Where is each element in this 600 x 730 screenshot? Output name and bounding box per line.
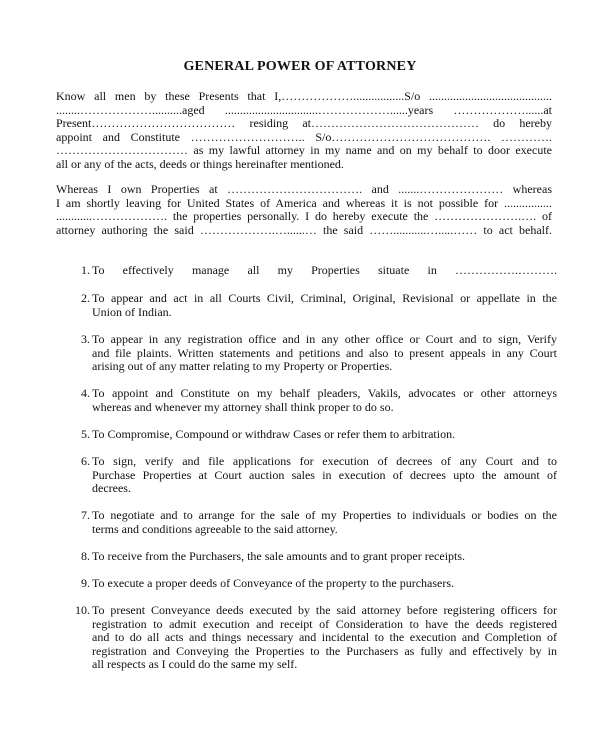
list-item-line: terms and conditions agreeable to the said attorney. <box>92 521 338 536</box>
list-item-text <box>92 292 557 319</box>
list-item-line: To appear and act in all Courts Civil, Criminal, Original, Revisional or appellate in the <box>92 291 557 305</box>
list-item-text <box>92 333 557 374</box>
list-item-text <box>92 264 557 278</box>
list-item-line: To receive from the Purchasers, the sale amounts and to grant proper receipts. <box>92 549 466 563</box>
whereas-paragraph <box>56 183 552 237</box>
list-item-text <box>92 604 557 672</box>
list-item-text <box>92 387 557 414</box>
list-item-number: 10. <box>75 603 90 617</box>
list-item-line: To sign, verify and file applications for execution of decrees of any Court and to <box>92 454 557 468</box>
list-item-number: 3. <box>81 332 90 346</box>
list-item-line: whereas and whenever my attorney shall think proper to do so. <box>92 399 394 414</box>
list-item-text <box>92 428 557 442</box>
list-item-line: registration and Conveying the Properties to the Purchasers as fully and effectively by in <box>92 643 557 658</box>
list-item-line: all respects as I could do the same my self. <box>92 657 298 671</box>
list-item-line: To appear in any registration office and in any other office or Court and to sign, Verify <box>92 332 557 346</box>
list-item-line: To execute a proper deeds of Conveyance of the property to the purchasers. <box>92 576 455 590</box>
list-item-line: To Compromise, Compound or withdraw Cases or refer them to arbitration. <box>92 427 456 441</box>
list-item-number: 5. <box>81 427 90 441</box>
list-item-line: To appoint and Constitute on my behalf pleaders, Vakils, advocates or other attorneys <box>92 386 557 400</box>
list-item-line: and file plaints. Written statements and petitions and also to present appeals in any Court <box>92 345 557 360</box>
list-item-number: 1. <box>81 263 90 277</box>
list-item-line: Purchase Properties at Court auction sales in execution of decrees upto the amount of <box>92 467 557 482</box>
list-item-line: Union of Indian. <box>92 304 172 319</box>
whereas-line: Whereas I own Properties at ……………………………. and .......………………… whereas <box>56 182 552 196</box>
document-title: GENERAL POWER OF ATTORNEY <box>183 59 417 74</box>
whereas-line: attorney authoring the said ……………….…......… the said ……...........….....…… to act behalf. <box>56 222 552 237</box>
intro-line: Present……………………………… residing at…………………………………… do hereby <box>56 116 552 130</box>
list-item-number: 7. <box>81 508 90 522</box>
list-item-number: 8. <box>81 549 90 563</box>
list-item-line: To effectively manage all my Properties situate in …………….………. <box>92 263 557 277</box>
intro-line: ........………………..........aged ...............................………………......years ………………......at <box>56 102 552 117</box>
list-item-line: To negotiate and to arrange for the sale of my Properties to individuals or bodies on the <box>92 508 557 522</box>
list-item-line: arising out of any matter relating to my Property or Properties. <box>92 359 393 373</box>
intro-line: Know all men by these Presents that I,……………….................S/o ......................................... <box>56 89 552 103</box>
list-item-number: 9. <box>81 576 90 590</box>
intro-line: appoint and Constitute ……………………….. S/o…………………………………. …………. <box>56 129 552 144</box>
whereas-line: I am shortly leaving for United States of America and whereas it is not possible for ................ <box>56 195 552 210</box>
list-item-text <box>92 577 557 591</box>
list-item-line: registration to admit execution and receipt of Consideration to have the deeds registered <box>92 616 557 631</box>
list-item-line: To present Conveyance deeds executed by the said attorney before registering officers for <box>92 603 557 617</box>
intro-paragraph <box>56 90 552 171</box>
list-item-text <box>92 455 557 496</box>
list-item-line: decrees. <box>92 481 131 495</box>
list-item-number: 2. <box>81 291 90 305</box>
list-item-text <box>92 550 557 564</box>
list-item-number: 4. <box>81 386 90 400</box>
intro-line: all or any of the acts, deeds or things hereinafter mentioned. <box>56 156 344 171</box>
whereas-line: ............………………. the properties personally. I do hereby execute the ………………….…. of <box>56 209 552 223</box>
list-item-line: and to do all acts and things necessary and incidental to the execution and Completion of <box>92 630 557 644</box>
list-item-text <box>92 509 557 536</box>
list-item-number: 6. <box>81 454 90 468</box>
intro-line: …………………………… as my lawful attorney in my name and on my behalf to door execute <box>56 143 552 157</box>
